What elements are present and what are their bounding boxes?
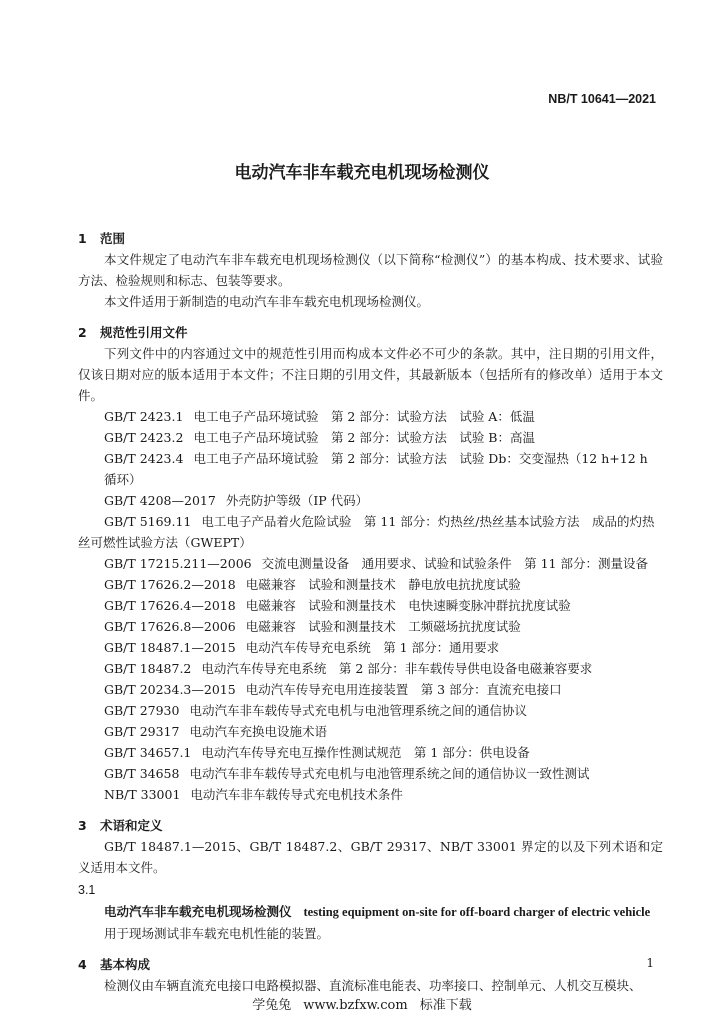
- reference-item: [78, 511, 663, 553]
- section-title: 范围: [100, 231, 126, 246]
- reference-title: 电动汽车传导充电互操作性测试规范 第 1 部分：供电设备: [201, 745, 530, 760]
- reference-item: [78, 574, 663, 595]
- reference-title: 电工电子产品着火危险试验 第 11 部分：灼热丝/热丝基本试验方法 成品的灼热丝可燃性试验方法（GWEPT）: [78, 514, 655, 550]
- reference-code: GB/T 17626.8—2006: [104, 619, 236, 634]
- reference-title: 电动汽车传导充电用连接装置 第 3 部分：直流充电接口: [245, 682, 562, 697]
- reference-code: GB/T 2423.2: [104, 430, 184, 445]
- footer-url: www.bzfxw.com: [303, 998, 408, 1013]
- reference-item: [78, 742, 663, 763]
- reference-code: GB/T 18487.1—2015: [104, 640, 236, 655]
- section-2-heading: [78, 322, 663, 343]
- term-chinese: 电动汽车非车载充电机现场检测仪: [104, 904, 292, 919]
- reference-code: GB/T 2423.1: [104, 409, 184, 424]
- reference-code: GB/T 4208—2017: [104, 493, 216, 508]
- section-number: 3: [78, 818, 87, 833]
- reference-title: 交流电测量设备 通用要求、试验和试验条件 第 11 部分：测量设备: [261, 556, 648, 571]
- reference-title: 电磁兼容 试验和测量技术 电快速瞬变脉冲群抗扰度试验: [245, 598, 571, 613]
- section-3-heading: [78, 815, 663, 836]
- term-definition: 用于现场测试非车载充电机性能的装置。: [104, 926, 330, 941]
- reference-item: [78, 490, 663, 511]
- reference-item: [78, 616, 663, 637]
- page-number: 1: [646, 956, 654, 970]
- reference-title: 电动汽车传导充电系统 第 1 部分：通用要求: [245, 640, 500, 655]
- reference-list: [78, 406, 663, 805]
- reference-code: GB/T 2423.4: [104, 451, 184, 466]
- reference-item: [78, 784, 663, 805]
- reference-code: GB/T 29317: [104, 724, 180, 739]
- section-1-paragraph-1: 本文件规定了电动汽车非车载充电机现场检测仪（以下简称“检测仪”）的基本构成、技术要求、试验方法、检验规则和标志、包装等要求。: [78, 252, 663, 288]
- reference-title: 电磁兼容 试验和测量技术 静电放电抗扰度试验: [245, 577, 521, 592]
- section-3-intro: GB/T 18487.1—2015、GB/T 18487.2、GB/T 29317、NB/T 33001 界定的以及下列术语和定义适用本文件。: [78, 839, 663, 875]
- reference-item: [78, 448, 663, 490]
- reference-code: GB/T 27930: [104, 703, 180, 718]
- reference-item: [78, 637, 663, 658]
- reference-item: [78, 427, 663, 448]
- section-2-intro: 下列文件中的内容通过文中的规范性引用而构成本文件必不可少的条款。其中，注日期的引用文件，仅该日期对应的版本适用于本文件；不注日期的引用文件，其最新版本（包括所有的修改单）适用于本文件。: [78, 346, 663, 403]
- section-4-heading: [78, 954, 663, 975]
- reference-code: GB/T 17215.211—2006: [104, 556, 252, 571]
- section-1-paragraph-2: 本文件适用于新制造的电动汽车非车载充电机现场检测仪。: [104, 294, 430, 309]
- term-number: 3.1: [78, 883, 96, 897]
- reference-title: 电工电子产品环境试验 第 2 部分：试验方法 试验 B：高温: [193, 430, 535, 445]
- reference-code: NB/T 33001: [104, 787, 181, 802]
- reference-code: GB/T 34658: [104, 766, 180, 781]
- reference-item: [78, 595, 663, 616]
- reference-code: GB/T 18487.2: [104, 661, 192, 676]
- footer-slogan: 标准下载: [419, 998, 472, 1013]
- reference-item: [78, 658, 663, 679]
- section-title: 规范性引用文件: [100, 325, 188, 340]
- reference-item: [78, 679, 663, 700]
- reference-item: [78, 700, 663, 721]
- reference-code: GB/T 34657.1: [104, 745, 192, 760]
- footer-site-name: 学兔兔: [252, 998, 292, 1013]
- section-4-paragraph-1: 检测仪由车辆直流充电接口电路模拟器、直流标准电能表、功率接口、控制单元、人机交互模块、: [104, 978, 642, 993]
- term-english: testing equipment on-site for off-board charger of electric vehicle: [303, 905, 651, 919]
- section-title: 术语和定义: [100, 818, 163, 833]
- section-number: 4: [78, 957, 87, 972]
- reference-title: 电工电子产品环境试验 第 2 部分：试验方法 试验 Db：交变湿热（12 h+12 h 循环）: [104, 451, 648, 487]
- reference-code: GB/T 17626.2—2018: [104, 577, 236, 592]
- reference-title: 电工电子产品环境试验 第 2 部分：试验方法 试验 A：低温: [193, 409, 535, 424]
- reference-title: 电动汽车非车载传导式充电机技术条件: [190, 787, 403, 802]
- document-title: 电动汽车非车载充电机现场检测仪: [234, 163, 490, 183]
- term-entry: [78, 901, 663, 923]
- section-1-heading: [78, 228, 663, 249]
- reference-item: [78, 553, 663, 574]
- reference-item: [78, 721, 663, 742]
- document-body: [78, 228, 663, 996]
- reference-item: [78, 763, 663, 784]
- reference-item: [78, 406, 663, 427]
- reference-title: 外壳防护等级（IP 代码）: [225, 493, 369, 508]
- footer-watermark: [0, 994, 724, 1013]
- section-number: 1: [78, 231, 87, 246]
- reference-title: 电动汽车非车载传导式充电机与电池管理系统之间的通信协议: [189, 703, 527, 718]
- reference-code: GB/T 20234.3—2015: [104, 682, 236, 697]
- reference-title: 电磁兼容 试验和测量技术 工频磁场抗扰度试验: [245, 619, 521, 634]
- section-title: 基本构成: [100, 957, 151, 972]
- section-number: 2: [78, 325, 87, 340]
- reference-code: GB/T 17626.4—2018: [104, 598, 236, 613]
- reference-title: 电动汽车非车载传导式充电机与电池管理系统之间的通信协议一致性测试: [189, 766, 590, 781]
- standard-code: NB/T 10641—2021: [548, 92, 656, 106]
- reference-title: 电动汽车充换电设施术语: [189, 724, 327, 739]
- reference-code: GB/T 5169.11: [104, 514, 192, 529]
- reference-title: 电动汽车传导充电系统 第 2 部分：非车载传导供电设备电磁兼容要求: [201, 661, 593, 676]
